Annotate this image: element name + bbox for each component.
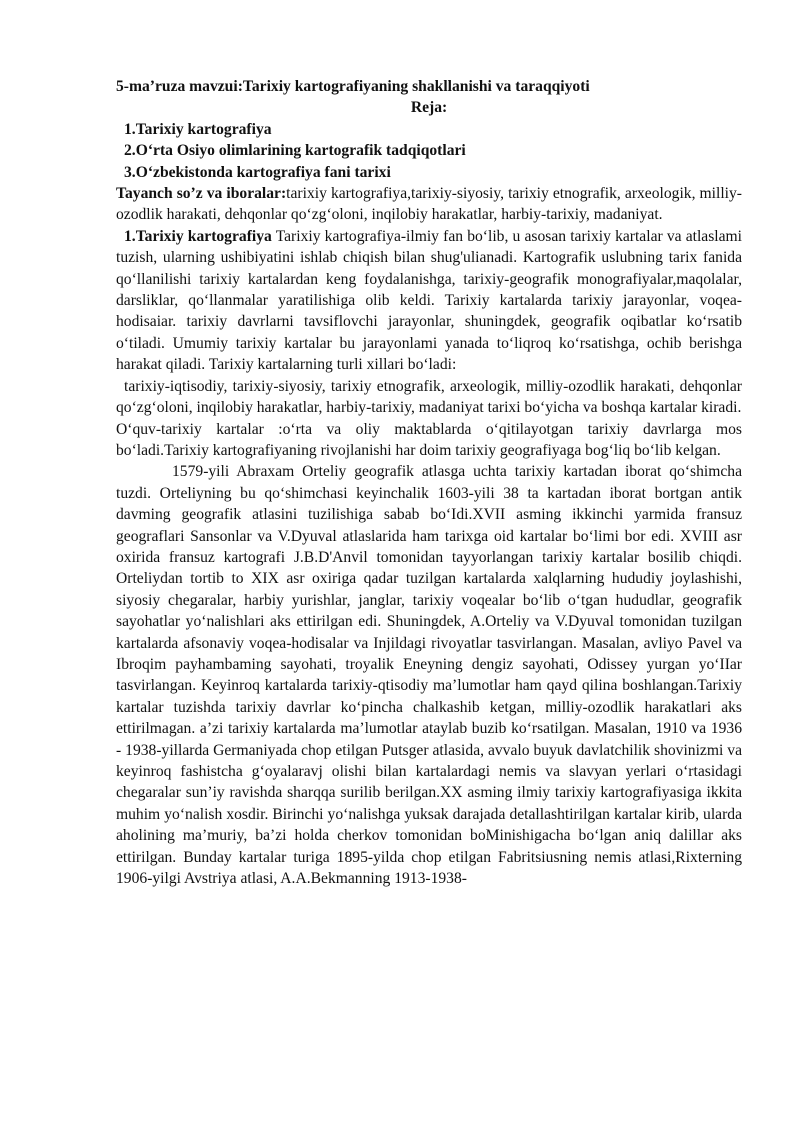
body-paragraph: tarixiy-iqtisodiy, tarixiy-siyosiy, tarixiy etnografik, arxeologik, milliy-ozodlik harakati, dehqonlar qo‘zg‘oloni, inqilobiy harakatlar, harbiy-tarixiy, madaniyat tarixi bo‘yicha va boshqa kartalar kiradi.	[116, 377, 742, 417]
section-1-heading: 1.Tarixiy kartografiya	[124, 227, 272, 245]
plan-item: 2.O‘rta Osiyo olimlarining kartografik tadqiqotlari	[124, 142, 466, 160]
section-1-text: Tarixiy kartografiya-ilmiy fan bo‘lib, u asosan tarixiy kartalar va atlaslami tuzish, ularning ushibiyatini ishlab chiqish bilan shug'ulianadi. Kartografik uslubning tarix fanida qo‘llanilishi tarixiy kartalardan keng foydalanishga, tarixiy-geografik monografiyalar,maqolalar, darsliklar, qo‘llanmalar yaratilishiga olib keldi. Tarixiy kartalarda tarixiy jarayonlar, voqea-hodisaiar. tarixiy davrlarni tavsiflovchi jarayonlar, shuningdek, geografik oqibatlar ko‘rsatib o‘tiladi. Umumiy tarixiy kartalar bu jarayonlami yanada to‘liqroq ko‘rsatishga, ochib berishga harakat qiladi. Tarixiy kartalarning turli xillari bo‘ladi:	[116, 227, 743, 374]
plan-item: 1.Tarixiy kartografiya	[124, 120, 272, 138]
body-paragraph: O‘quv-tarixiy kartalar :o‘rta va oliy maktablarda o‘qitilayotgan tarixiy davrlarga mos bo‘ladi.Tarixiy kartografiyaning rivojlanishi har doim tarixiy geografiyaga bog‘liq bo‘lib kelgan.	[116, 420, 742, 459]
plan-heading: Reja:	[410, 99, 448, 117]
lecture-title: 5-ma’ruza mavzui:Tarixiy kartografiyaning shakllanishi va taraqqiyoti	[116, 78, 590, 95]
keywords-label: Tayanch so’z va iboralar:	[116, 185, 287, 203]
body-paragraph: 1579-yili Abraxam Orteliy geografik atlasga uchta tarixiy kartadan iborat qo‘shimcha tuzdi. Orteliyning bu qo‘shimchasi keyinchalik 1603-yili 38 ta kartadan iborat bortgan antik davming geografik atlasini tuzilishiga sabab bo‘Idi.XVII asming ikkinchi yarmida fransuz geograflari Sansonlar va V.Dyuval atlaslarida ham tarixga oid kartalar bo‘limi bor edi. XVIII asr oxirida fransuz kartografi J.B.D'Anvil tomonidan tayyorlangan tarixiy kartalar bosilib chiqdi. Orteliydan tortib to XIX asr oxiriga qadar tuzilgan kartalarda xalqlarning hududiy joylashishi, siyosiy chegaralar, harbiy yurishlar, janglar, tarixiy voqealar bo‘lib o‘tgan hududlar, geografik sayohatlar yo‘nalishlari aks ettirilgan edi. Shuningdek, A.Orteliy va V.Dyuval tomonidan tuzilgan kartalarda afsonaviy voqea-hodisalar va Injildagi rivoyatlar tasvirlangan. Masalan, avliyo Pavel va Ibroqim payhambaming sayohati, troyalik Eneyning dengiz sayohati, Odissey yurgan yo‘IIar tasvirlangan. Keyinroq kartalarda tarixiy-qtisodiy ma’lumotlar ham qayd qilina boshlangan.Tarixiy kartalar tuzishda tarixiy davrlar ko‘pincha chalkashib ketgan, milliy-ozodlik harakatlari aks ettirilmagan. a’zi tarixiy kartalarda ma’lumotlar ataylab buzib ko‘rsatilgan. Masalan, 1910 va 1936 - 1938-yillarda Germaniyada chop etilgan Putsger atlasida, avvalo buyuk davlatchilik shovinizmi va keyinroq fashistcha g‘oyalaravj olishi bilan kartalardagi nemis va slavyan yerlari o‘rtasidagi chegaralar sun’iy ravishda sharqqa surilib berilgan.XX asming ilmiy tarixiy kartografiyasiga ikkita muhim yo‘nalish xosdir. Birinchi yo‘nalishga yuksak darajada detallashtirilgan kartalar kirib, ularda aholining ma’muriy, ba’zi holda cherkov tomonidan boMinishigacha bo‘lgan aniq dalillar aks ettirilgan. Bunday kartalar turiga 1895-yilda chop etilgan Fabritsiusning nemis atlasi,Rixterning 1906-yilgi Avstriya atlasi, A.A.Bekmanning 1913-1938-	[116, 463, 742, 888]
keywords-paragraph	[116, 183, 742, 226]
keywords-text: tarixiy kartografiya,tarixiy-siyosiy, tarixiy etnografik, arxeologik, milliy-ozodlik harakati, dehqonlar qo‘zg‘oloni, inqilobiy harakatlar, harbiy-tarixiy, madaniyat.	[116, 185, 742, 224]
document-page	[116, 76, 742, 889]
plan-item: 3.O‘zbekistonda kartografiya fani tarixi	[124, 163, 391, 181]
section-1-paragraph	[116, 226, 742, 376]
plan-list	[116, 119, 742, 183]
